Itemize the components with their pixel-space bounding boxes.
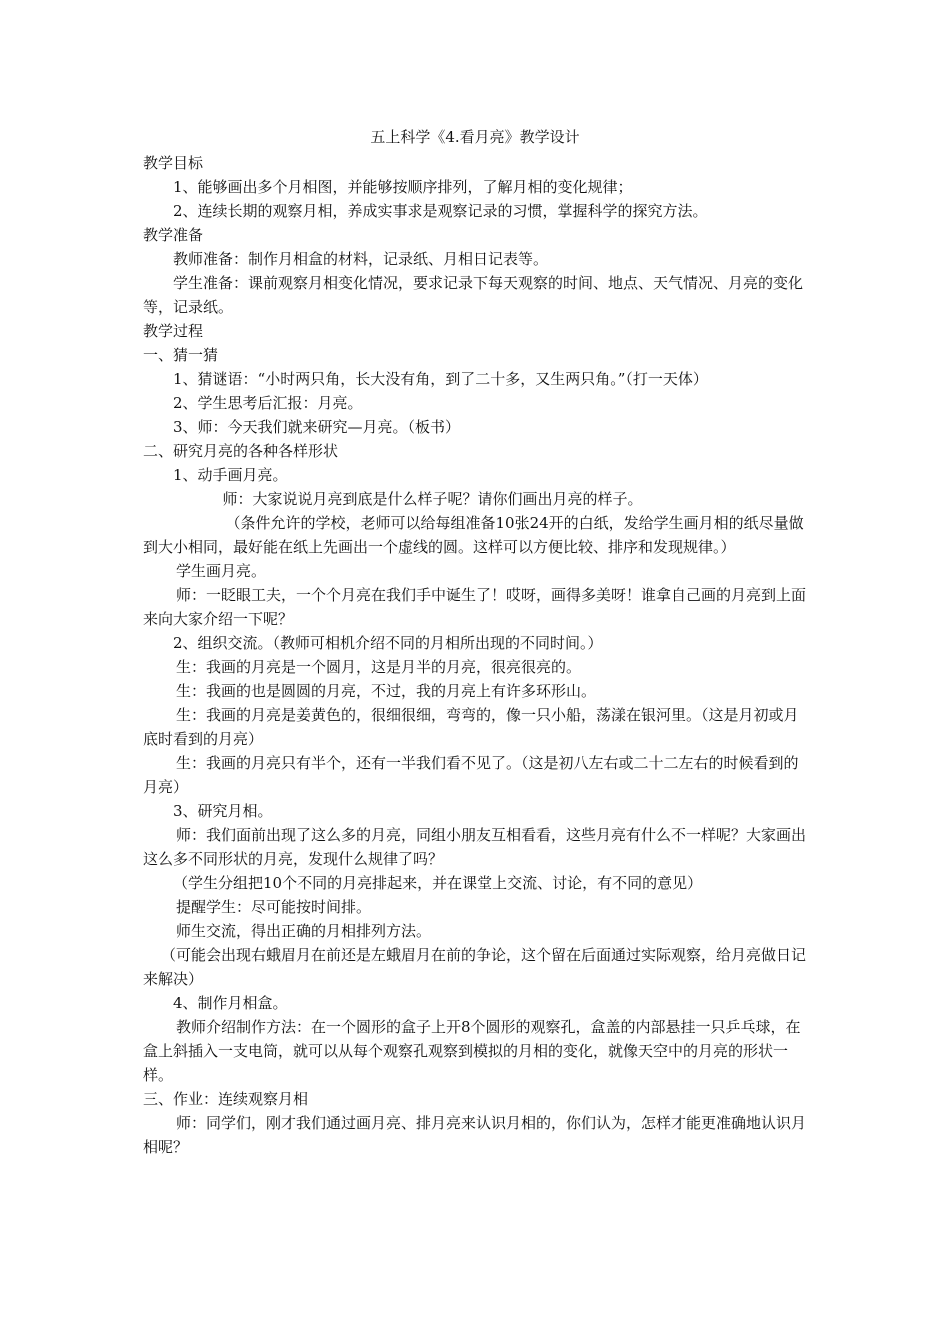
paragraph: 4、制作月相盒。	[173, 994, 288, 1012]
subsection-heading: 一、猜一猜	[143, 346, 219, 364]
subsection-heading: 二、研究月亮的各种各样形状	[143, 442, 339, 460]
paragraph: 教师准备：制作月相盒的材料，记录纸、月相日记表等。	[173, 250, 549, 268]
paragraph: 生：我画的月亮只有半个，还有一半我们看不见了。（这是初八左右或二十二左右的时候看到的月亮）	[143, 754, 799, 796]
paragraph: 师：一眨眼工夫，一个个月亮在我们手中诞生了！哎呀，画得多美呀！谁拿自己画的月亮到上面来向大家介绍一下呢？	[143, 586, 807, 628]
paragraph-note: （条件允许的学校，老师可以给每组准备10张24开的白纸，发给学生画月相的纸尽量做到大小相同，最好能在纸上先画出一个虚线的圆。这样可以方便比较、排序和发现规律。）	[143, 514, 804, 556]
document-body	[143, 151, 809, 1159]
section-heading-goals: 教学目标	[143, 154, 204, 172]
document-title: 五上科学《4.看月亮》教学设计	[370, 128, 580, 146]
paragraph: （学生分组把10个不同的月亮排起来，并在课堂上交流、讨论，有不同的意见）	[173, 874, 703, 892]
section-heading-preparation: 教学准备	[143, 226, 204, 244]
paragraph-note: （可能会出现右蛾眉月在前还是左蛾眉月在前的争论，这个留在后面通过实际观察，给月亮做日记来解决）	[143, 946, 807, 988]
paragraph: 3、师：今天我们就来研究—月亮。（板书）	[173, 418, 461, 436]
paragraph: 教师介绍制作方法：在一个圆形的盒子上开8个圆形的观察孔，盒盖的内部悬挂一只乒乓球，在盒上斜插入一支电筒，就可以从每个观察孔观察到模拟的月相的变化，就像天空中的月亮的形状一样。	[143, 1018, 801, 1084]
paragraph: 生：我画的也是圆圆的月亮，不过，我的月亮上有许多环形山。	[176, 682, 597, 700]
paragraph: 师生交流，得出正确的月相排列方法。	[176, 922, 432, 940]
paragraph: 1、动手画月亮。	[173, 466, 288, 484]
section-heading-process: 教学过程	[143, 322, 204, 340]
paragraph: 2、连续长期的观察月相，养成实事求是观察记录的习惯，掌握科学的探究方法。	[173, 202, 708, 220]
paragraph: 提醒学生：尽可能按时间排。	[176, 898, 372, 916]
paragraph: 师：我们面前出现了这么多的月亮，同组小朋友互相看看，这些月亮有什么不一样呢？大家画出这么多不同形状的月亮，发现什么规律了吗？	[143, 826, 807, 868]
paragraph: 1、能够画出多个月相图，并能够按顺序排列，了解月相的变化规律；	[173, 178, 633, 196]
paragraph: 学生画月亮。	[176, 562, 267, 580]
paragraph: 2、组织交流。（教师可相机介绍不同的月相所出现的不同时间。）	[173, 634, 603, 652]
paragraph: 1、猜谜语：“小时两只角，长大没有角，到了二十多，又生两只角。”（打一天体）	[173, 370, 708, 388]
subsection-heading: 三、作业：连续观察月相	[143, 1090, 309, 1108]
paragraph: 师：大家说说月亮到底是什么样子呢？请你们画出月亮的样子。	[222, 490, 643, 508]
paragraph: 生：我画的月亮是一个圆月，这是月半的月亮，很亮很亮的。	[176, 658, 582, 676]
paragraph: 生：我画的月亮是姜黄色的，很细很细，弯弯的，像一只小船，荡漾在银河里。（这是月初或月底时看到的月亮）	[143, 706, 799, 748]
paragraph: 学生准备：课前观察月相变化情况，要求记录下每天观察的时间、地点、天气情况、月亮的变化等，记录纸。	[143, 274, 804, 316]
paragraph: 2、学生思考后汇报：月亮。	[173, 394, 363, 412]
paragraph: 师：同学们，刚才我们通过画月亮、排月亮来认识月相的，你们认为，怎样才能更准确地认识月相呢？	[143, 1114, 807, 1156]
paragraph: 3、研究月相。	[173, 802, 273, 820]
